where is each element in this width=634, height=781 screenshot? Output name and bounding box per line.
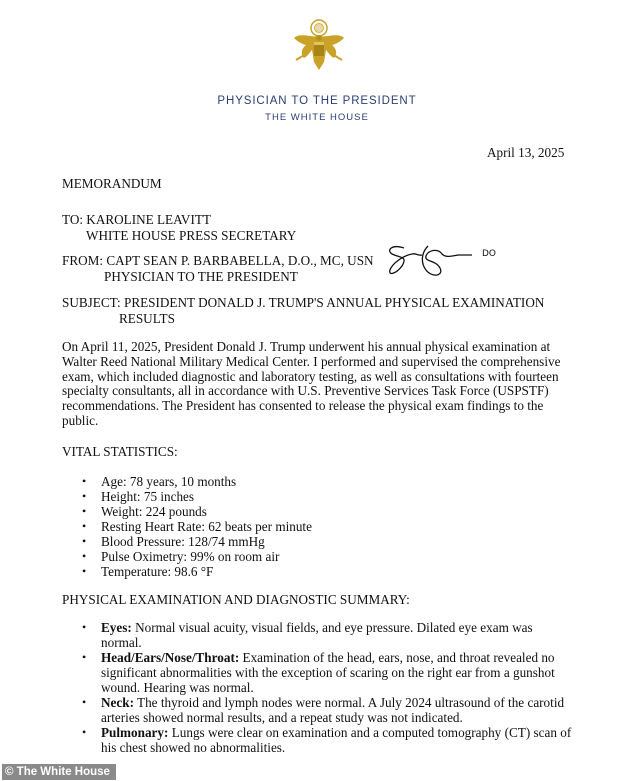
bullet-icon: • [82, 534, 87, 548]
signature-icon [382, 242, 512, 284]
paragraph-line: specialty consultants, all in accordance with U.S. Preventive Services Task Force (USPSTF) [62, 383, 549, 399]
memo-heading: MEMORANDUM [62, 176, 162, 191]
memo-to-name: TO: KAROLINE LEAVITT [62, 212, 211, 227]
bullet-icon: • [82, 564, 87, 578]
bullet-icon: • [82, 489, 87, 503]
bullet-icon: • [82, 504, 87, 518]
vital-statistics-heading: VITAL STATISTICS: [62, 444, 178, 459]
letterhead-title: PHYSICIAN TO THE PRESIDENT [217, 95, 417, 107]
memo-subject: SUBJECT: PRESIDENT DONALD J. TRUMP'S ANNUAL PHYSICAL EXAMINATION [62, 295, 545, 310]
memo-to-title: WHITE HOUSE PRESS SECRETARY [86, 228, 297, 243]
paragraph-line: Walter Reed National Military Medical Center. I performed and supervised the comprehensive [62, 353, 561, 369]
bullet-icon: • [82, 725, 87, 739]
memo-from-name: FROM: CAPT SEAN P. BARBABELLA, D.O., MC, USN [62, 253, 374, 268]
paragraph-line: recommendations. The President has consented to release the physical exam findings to the [62, 398, 544, 414]
memo-date: April 13, 2025 [487, 145, 565, 160]
paragraph-line: public. [62, 412, 99, 428]
intro-paragraph [62, 340, 562, 429]
bullet-icon: • [82, 474, 87, 488]
bullet-icon: • [82, 650, 87, 664]
bullet-icon: • [82, 620, 87, 634]
copyright-watermark: © The White House [2, 764, 116, 780]
memo-from-title: PHYSICIAN TO THE PRESIDENT [104, 269, 298, 284]
presidential-seal-icon [292, 18, 346, 74]
bullet-icon: • [82, 695, 87, 709]
memo-subject-cont: RESULTS [119, 311, 175, 326]
svg-text:DO: DO [482, 249, 497, 259]
letterhead-subtitle: THE WHITE HOUSE [265, 112, 369, 123]
paragraph-line: On April 11, 2025, President Donald J. Trump underwent his annual physical examination at [62, 339, 551, 354]
bullet-icon: • [82, 549, 87, 563]
bullet-icon: • [82, 519, 87, 533]
exam-summary-heading: PHYSICAL EXAMINATION AND DIAGNOSTIC SUMMARY: [62, 592, 410, 607]
paragraph-line: exam, which included diagnostic and laboratory testing, as well as consultations with fourteen [62, 368, 559, 384]
